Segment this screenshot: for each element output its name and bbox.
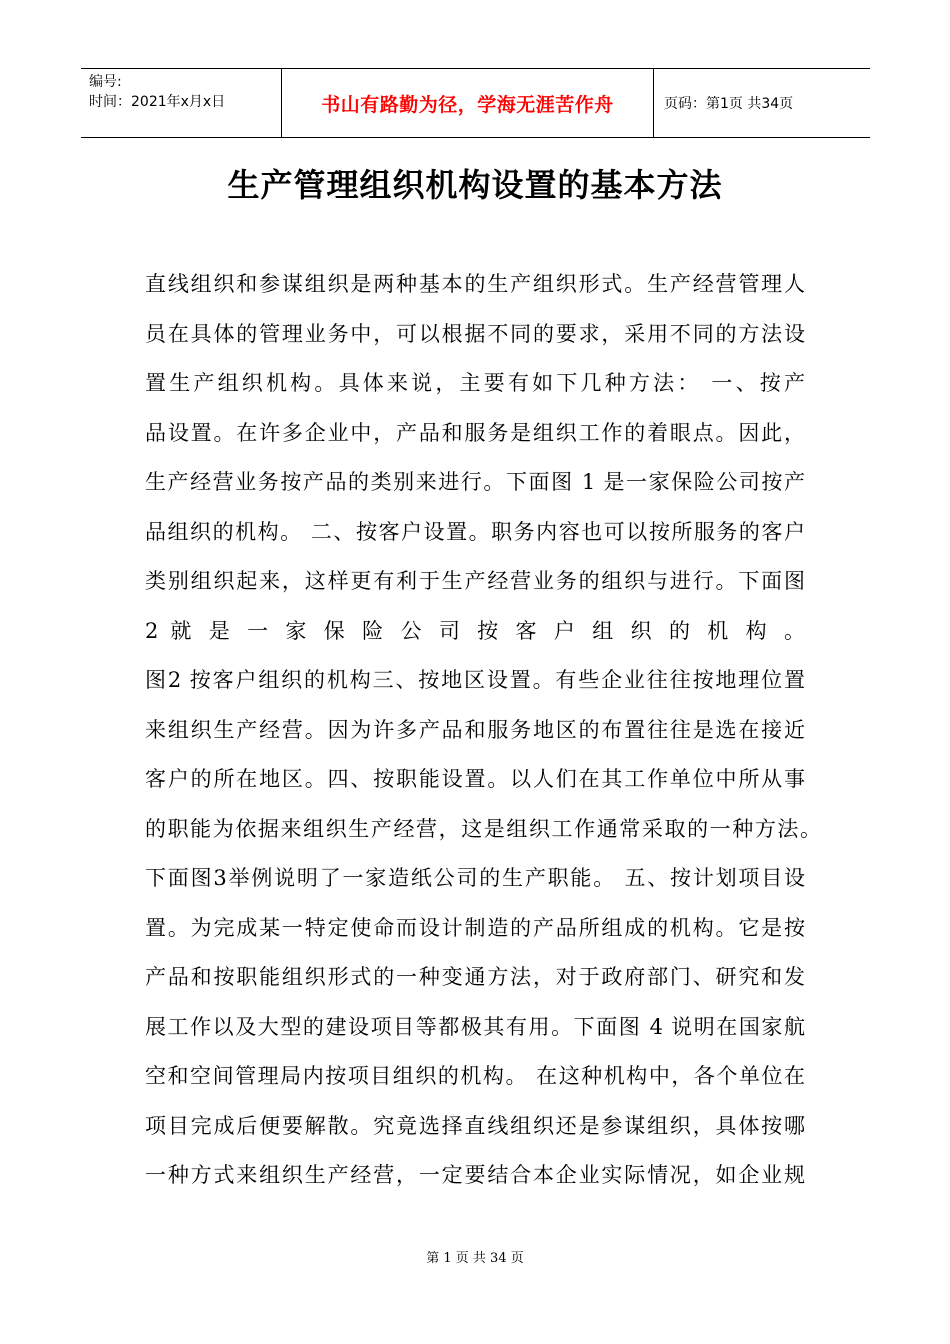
body-line: 来组织生产经营。因为许多产品和服务地区的布置往往是选在接近	[145, 717, 805, 742]
header-page-info: 页码：第1页 共34页	[664, 96, 794, 112]
header-motto: 书山有路勤为径，学海无涯苦作舟	[321, 93, 614, 116]
body-line: 一种方式来组织生产经营，一定要结合本企业实际情况，如企业规	[145, 1163, 805, 1187]
header-table	[81, 68, 870, 138]
document-body	[145, 260, 821, 1201]
body-line: 直线组织和参谋组织是两种基本的生产组织形式。生产经营管理人	[145, 272, 805, 296]
body-line: 图2 按客户组织的机构三、按地区设置。有些企业往往按地理位置	[145, 668, 805, 692]
body-line: 类别组织起来，这样更有利于生产经营业务的组织与进行。下面图	[145, 569, 805, 593]
document-title: 生产管理组织机构设置的基本方法	[227, 166, 723, 204]
body-line: 的职能为依据来组织生产经营，这是组织工作通常采取的一种方法。	[145, 816, 821, 841]
document-number-label: 编号:	[89, 74, 122, 90]
body-line: 2 就 是 一 家 保 险 公 司 按 客 户 组 织 的 机 构 。	[145, 618, 805, 643]
body-line: 下面图3举例说明了一家造纸公司的生产职能。 五、按计划项目设	[145, 866, 805, 890]
body-line: 产品和按职能组织形式的一种变通方法，对于政府部门、研究和发	[145, 965, 805, 989]
header-motto-cell	[282, 69, 654, 137]
header-page-cell	[654, 69, 870, 137]
page-footer: 第 1 页 共 34 页	[426, 1251, 524, 1266]
body-line: 客户的所在地区。四、按职能设置。以人们在其工作单位中所从事	[145, 767, 805, 791]
body-line: 品组织的机构。 二、按客户设置。职务内容也可以按所服务的客户	[145, 519, 805, 544]
header-info-cell	[81, 69, 282, 137]
document-time-label: 时间：2021年x月x日	[89, 94, 226, 110]
body-line: 生产经营业务按产品的类别来进行。下面图 1 是一家保险公司按产	[145, 470, 805, 494]
body-line: 置生产组织机构。具体来说，主要有如下几种方法： 一、按产	[145, 371, 805, 395]
body-line: 空和空间管理局内按项目组织的机构。 在这种机构中，各个单位在	[145, 1064, 805, 1088]
body-line: 项目完成后便要解散。究竟选择直线组织还是参谋组织，具体按哪	[145, 1113, 805, 1138]
body-line: 展工作以及大型的建设项目等都极其有用。下面图 4 说明在国家航	[145, 1014, 805, 1039]
body-line: 品设置。在许多企业中，产品和服务是组织工作的着眼点。因此，	[145, 420, 805, 445]
body-line: 员在具体的管理业务中，可以根据不同的要求，采用不同的方法设	[145, 321, 805, 346]
body-line: 置。为完成某一特定使命而设计制造的产品所组成的机构。它是按	[145, 915, 805, 940]
